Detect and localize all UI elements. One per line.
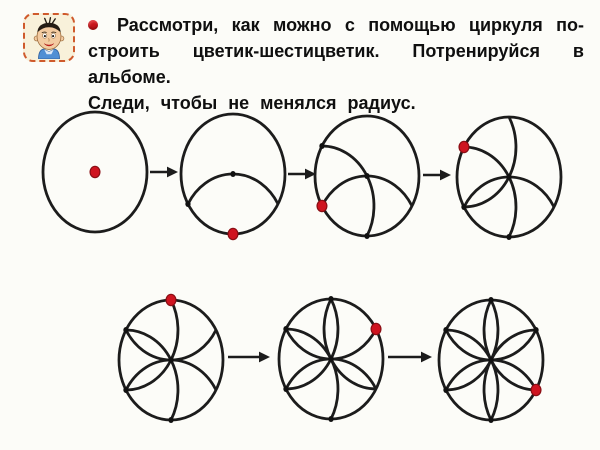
mark-dot (185, 201, 190, 207)
compass-point-dot (317, 200, 327, 211)
arrow-right-icon (150, 164, 178, 180)
mark-dot (168, 417, 173, 423)
construction-step-7 (425, 289, 557, 431)
arrow-right-icon (388, 349, 432, 365)
arrow-right-icon (423, 167, 451, 183)
mark-dot (488, 297, 493, 303)
compass-arc (286, 329, 376, 359)
arrow-right-icon (288, 166, 316, 182)
construction-step-6 (265, 288, 397, 430)
mark-dot (283, 386, 288, 392)
mark-dot (123, 327, 128, 333)
mark-dot (319, 143, 324, 149)
compass-arc (446, 360, 536, 390)
mark-dot (461, 204, 466, 210)
mark-dot (533, 327, 538, 333)
construction-step-4 (443, 106, 575, 248)
center-dot (230, 171, 235, 177)
arrow-right-icon (228, 349, 270, 365)
instruction-line-2: строить цветик-шестицветик. Потренируйся в альбоме. (88, 41, 584, 87)
compass-arc (322, 176, 412, 206)
mark-dot (506, 234, 511, 240)
instruction-line-1: Рассмотри, как можно с помощью циркуля по- (117, 15, 584, 35)
center-dot (328, 356, 333, 362)
mark-dot (443, 387, 448, 393)
compass-arc (188, 174, 278, 204)
compass-point-dot (459, 141, 469, 152)
mark-dot (328, 296, 333, 302)
construction-step-3 (301, 105, 433, 247)
compass-point-dot (90, 166, 100, 177)
center-dot (488, 357, 493, 363)
compass-arc (286, 359, 376, 389)
compass-arc (464, 177, 554, 207)
construction-step-5 (105, 289, 237, 431)
mark-dot (283, 326, 288, 332)
mark-dot (443, 327, 448, 333)
center-dot (506, 174, 511, 180)
compass-point-dot (166, 294, 176, 305)
compass-point-dot (371, 323, 381, 334)
compass-arc (126, 330, 216, 360)
compass-arc (126, 360, 216, 390)
center-dot (168, 357, 173, 363)
mark-dot (364, 233, 369, 239)
compass-arc (464, 147, 516, 237)
compass-point-dot (531, 384, 541, 395)
center-dot (364, 173, 369, 179)
compass-point-dot (228, 228, 238, 239)
compass-arc (322, 146, 374, 236)
compass-arc (446, 330, 536, 360)
mark-dot (328, 416, 333, 422)
construction-step-2 (167, 103, 299, 245)
mark-dot (123, 387, 128, 393)
construction-step-1 (29, 101, 161, 243)
instruction-line-3: Следи, чтобы не менялся радиус. (88, 93, 416, 113)
mark-dot (488, 417, 493, 423)
